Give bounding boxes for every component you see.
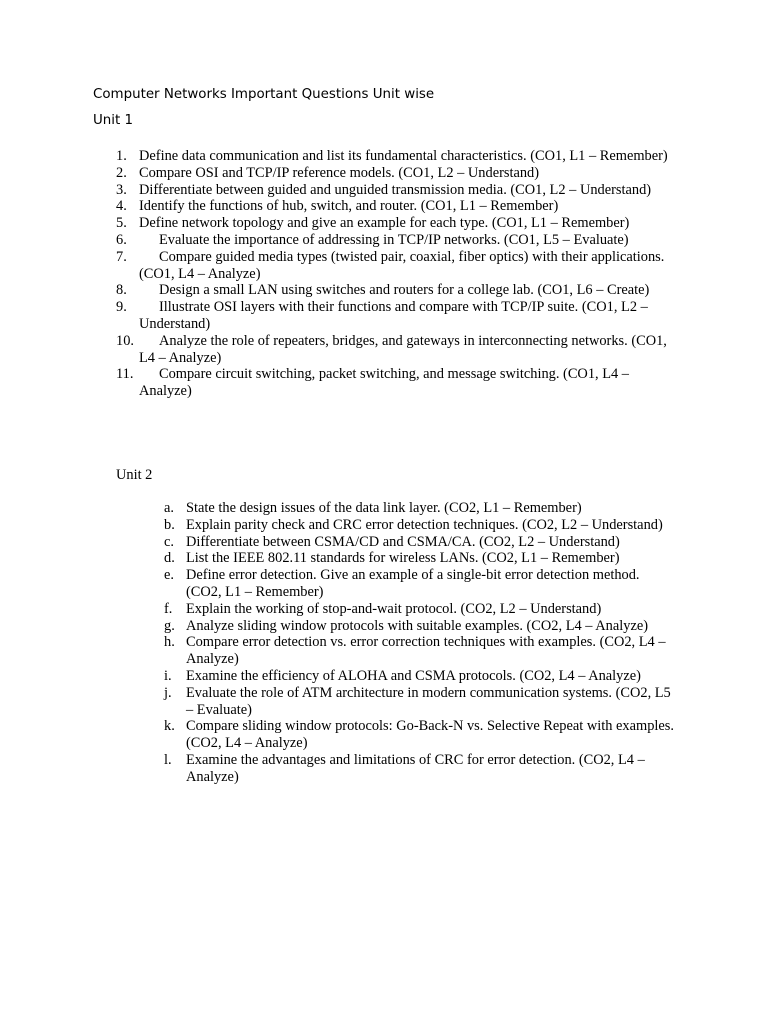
unit1-question-2 (116, 164, 679, 182)
question-number: 5. (116, 215, 127, 232)
question-text: Differentiate between guided and unguided transmission media. (CO1, L2 – Understand) (139, 181, 652, 198)
question-number: 11. (116, 366, 134, 383)
unit1-question-7 (116, 248, 679, 283)
question-text: Illustrate OSI layers with their functions and compare with TCP/IP suite. (CO1, L2 – Understand) (139, 299, 648, 332)
unit2-question-g (164, 617, 678, 635)
unit1-question-9 (116, 299, 679, 333)
document-title: Computer Networks Important Questions Unit wise (93, 87, 435, 102)
question-text: Explain parity check and CRC error detection techniques. (CO2, L2 – Understand) (186, 516, 663, 533)
question-letter: b. (164, 516, 175, 533)
question-text: State the design issues of the data link layer. (CO2, L1 – Remember) (186, 500, 582, 516)
unit2-question-k (164, 718, 678, 752)
question-letter: c. (164, 533, 174, 550)
question-text: Compare error detection vs. error correction techniques with examples. (CO2, L4 – Analyze) (186, 634, 666, 668)
question-text: Explain the working of stop-and-wait protocol. (CO2, L2 – Understand) (186, 600, 602, 617)
question-text: Analyze sliding window protocols with suitable examples. (CO2, L4 – Analyze) (186, 617, 649, 634)
question-text: Compare sliding window protocols: Go-Back-N vs. Selective Repeat with examples. (CO2, L4 – Analyze) (186, 718, 674, 752)
question-number: 2. (116, 164, 127, 181)
question-text: Define network topology and give an example for each type. (CO1, L1 – Remember) (139, 215, 630, 232)
unit2-question-a (164, 500, 678, 517)
unit1-question-list (116, 148, 679, 400)
question-number: 6. (116, 231, 127, 248)
unit1-question-11 (116, 366, 679, 400)
unit1-heading: Unit 1 (93, 113, 134, 128)
question-letter: g. (164, 617, 175, 634)
unit2-question-j (164, 684, 678, 719)
question-number: 7. (116, 248, 127, 265)
question-text: Evaluate the importance of addressing in TCP/IP networks. (CO1, L5 – Evaluate) (159, 231, 629, 248)
unit2-question-i (164, 667, 678, 685)
question-number: 1. (116, 148, 127, 164)
question-text: Compare OSI and TCP/IP reference models. (CO1, L2 – Understand) (139, 164, 540, 181)
question-number: 9. (116, 299, 127, 316)
question-letter: i. (164, 667, 172, 684)
question-text: List the IEEE 802.11 standards for wireless LANs. (CO2, L1 – Remember) (186, 550, 620, 567)
unit2-question-b (164, 516, 678, 534)
question-number: 3. (116, 181, 127, 198)
question-text: Compare circuit switching, packet switching, and message switching. (CO1, L4 – Analyze) (139, 366, 629, 400)
unit1-question-1 (116, 148, 679, 165)
unit2-question-list (164, 500, 678, 786)
question-number: 4. (116, 198, 127, 215)
unit2-question-c (164, 533, 678, 551)
question-text: Examine the efficiency of ALOHA and CSMA protocols. (CO2, L4 – Analyze) (186, 667, 641, 684)
question-letter: f. (164, 600, 173, 617)
unit1-question-8 (116, 282, 679, 299)
question-letter: e. (164, 567, 174, 584)
unit2-question-l (164, 751, 678, 786)
question-text: Identify the functions of hub, switch, and router. (CO1, L1 – Remember) (139, 198, 559, 215)
question-text: Analyze the role of repeaters, bridges, and gateways in interconnecting networks. (CO1, L4 – Analyze) (139, 332, 667, 366)
question-text: Define error detection. Give an example of a single-bit error detection method. (CO2, L1 – Remember) (186, 567, 640, 600)
question-number: 8. (116, 282, 127, 299)
question-text: Evaluate the role of ATM architecture in modern communication systems. (CO2, L5 – Evaluate) (186, 684, 671, 718)
unit2-heading: Unit 2 (116, 467, 153, 483)
unit2-question-f (164, 600, 678, 618)
unit2-question-e (164, 567, 678, 601)
unit1-question-5 (116, 215, 679, 232)
question-text: Compare guided media types (twisted pair, coaxial, fiber optics) with their applications. (CO1, L4 – Analyze) (139, 248, 665, 282)
unit1-question-4 (116, 198, 679, 215)
unit1-question-3 (116, 181, 679, 199)
question-letter: k. (164, 718, 175, 735)
unit1-question-6 (116, 231, 679, 249)
unit1-question-10 (116, 332, 679, 367)
question-text: Design a small LAN using switches and routers for a college lab. (CO1, L6 – Create) (159, 282, 650, 299)
question-text: Differentiate between CSMA/CD and CSMA/CA. (CO2, L2 – Understand) (186, 533, 620, 550)
question-number: 10. (116, 332, 134, 349)
question-text: Examine the advantages and limitations of CRC for error detection. (CO2, L4 – Analyze) (186, 751, 645, 785)
question-letter: h. (164, 634, 175, 651)
question-letter: a. (164, 500, 174, 516)
question-letter: j. (164, 684, 172, 701)
unit2-question-d (164, 550, 678, 567)
question-letter: d. (164, 550, 175, 567)
question-letter: l. (164, 751, 172, 768)
unit2-question-h (164, 634, 678, 668)
question-text: Define data communication and list its fundamental characteristics. (CO1, L1 – Remember) (139, 148, 668, 164)
